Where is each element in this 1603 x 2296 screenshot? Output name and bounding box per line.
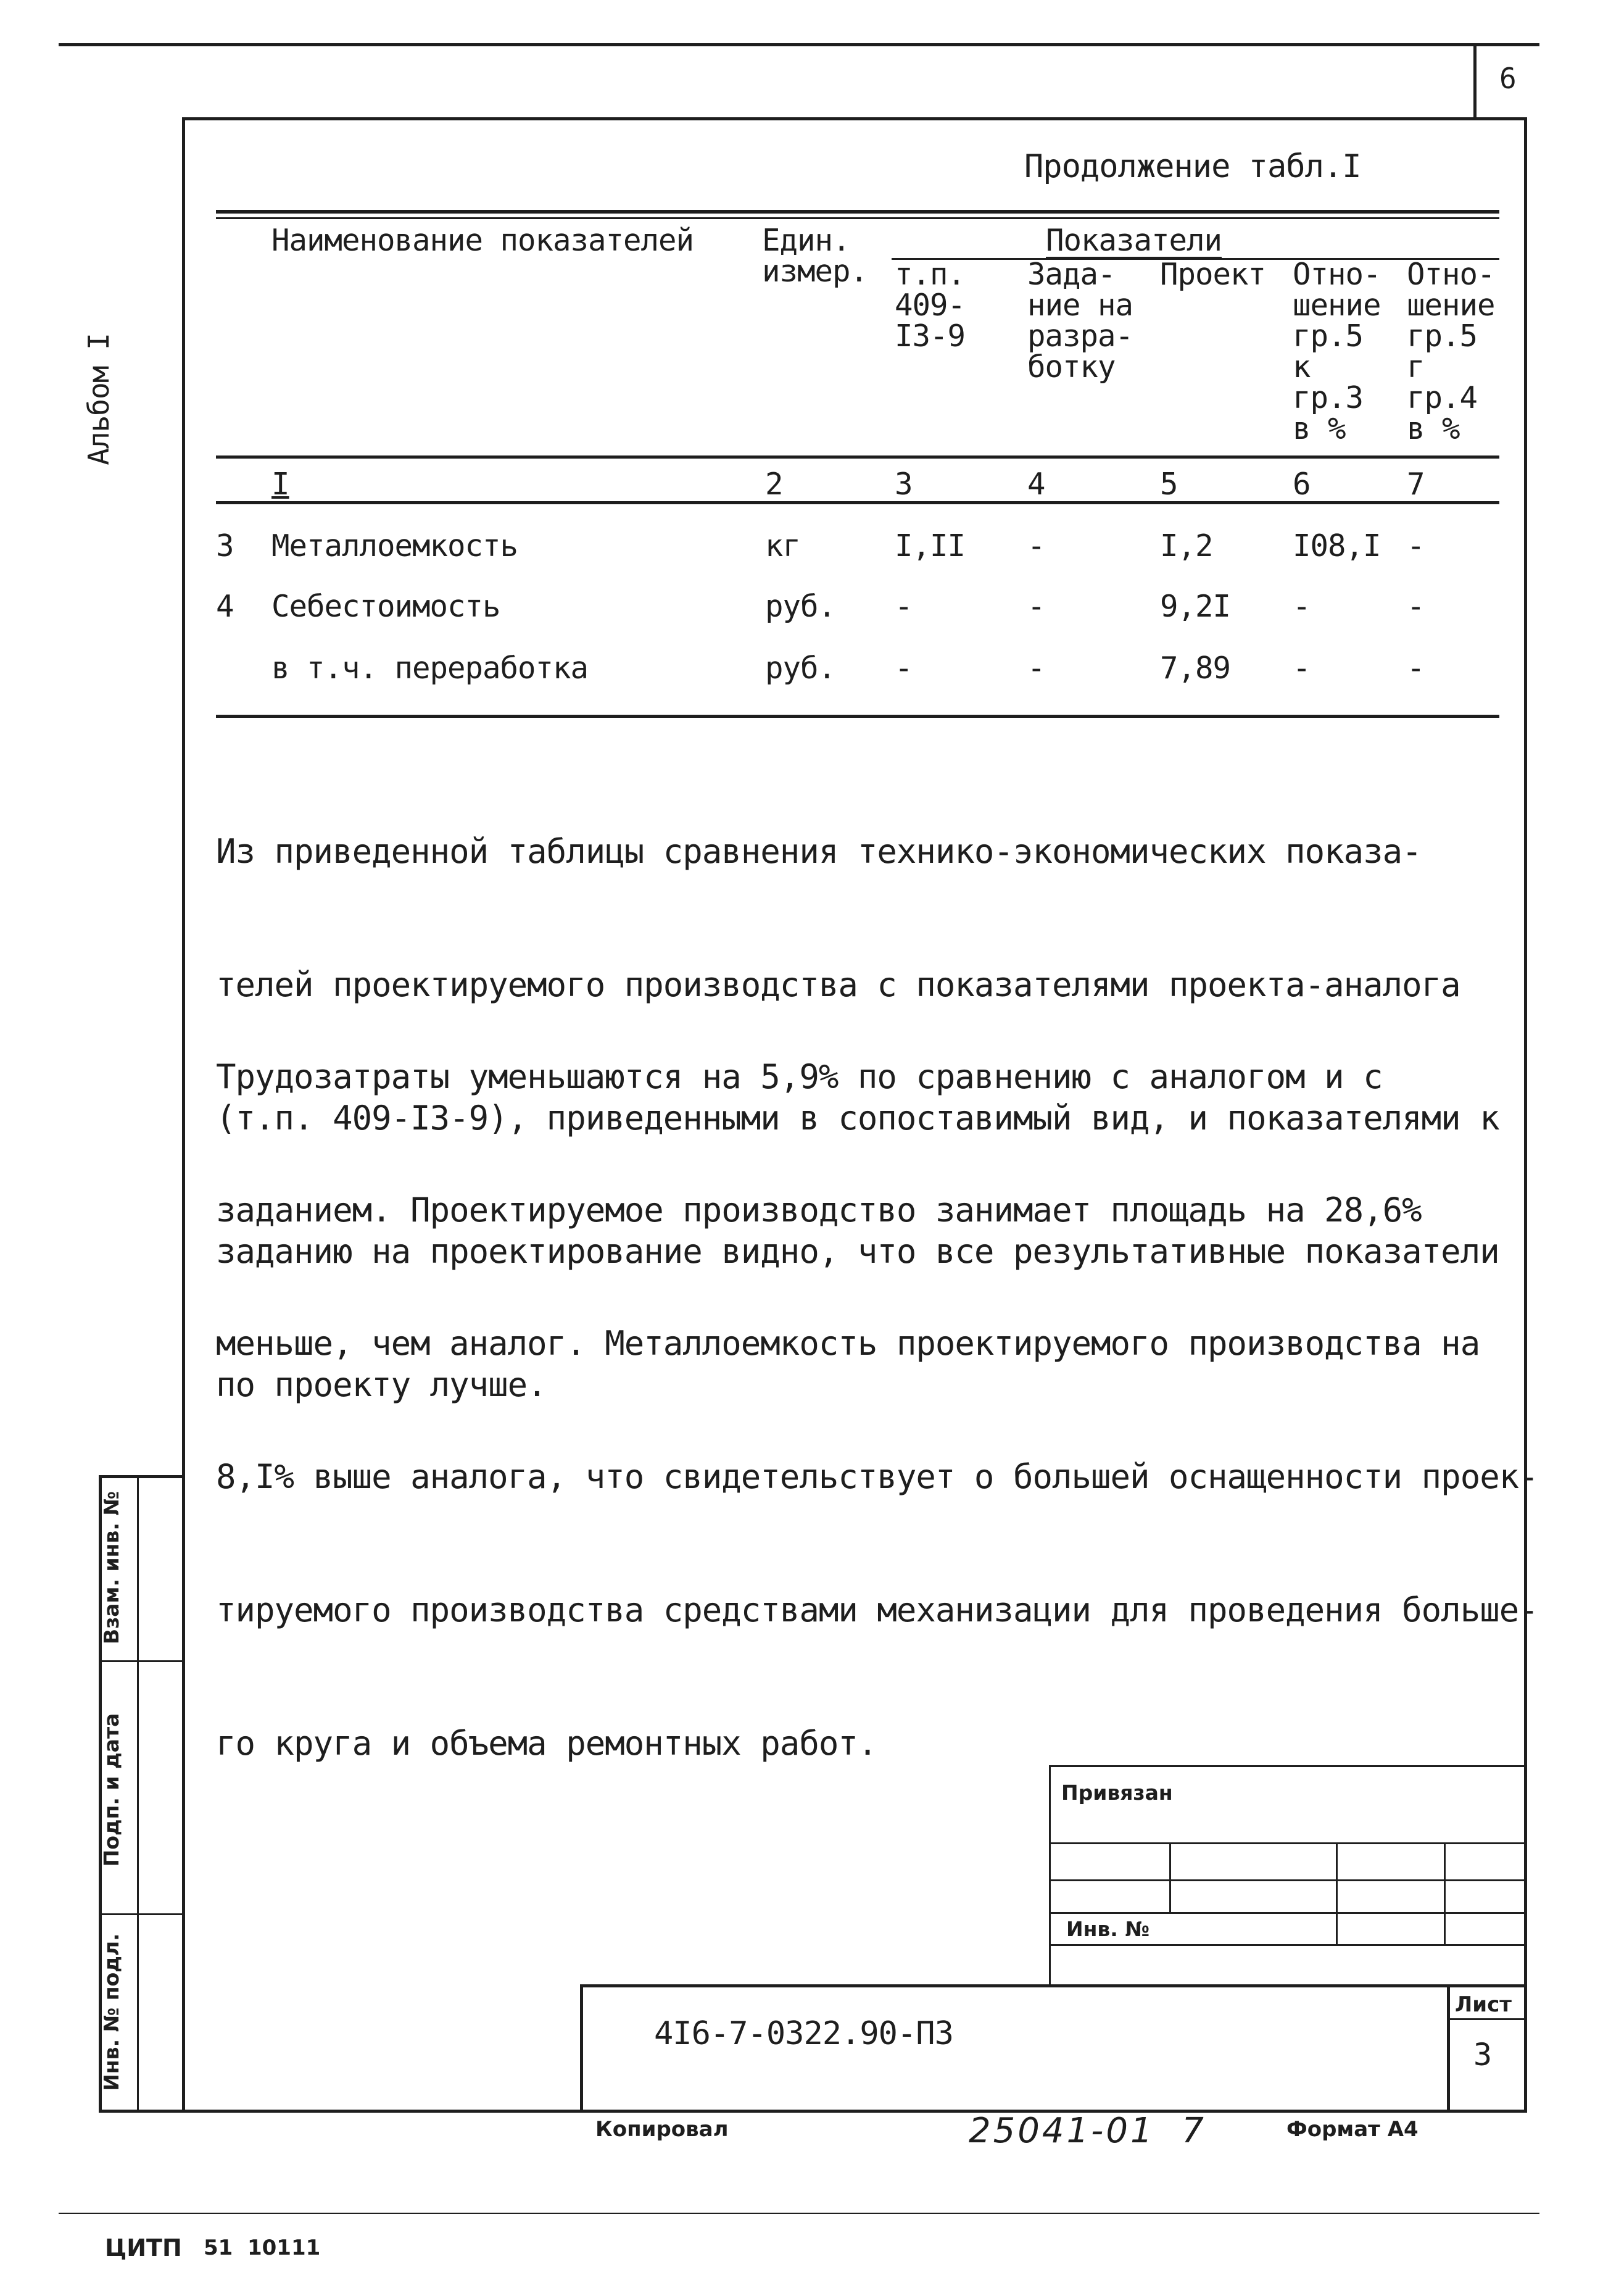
row-name: Металлоемкость [271, 528, 518, 564]
row-col5: 9,2I [1160, 589, 1231, 624]
header-unit-line: Един. [762, 223, 850, 258]
header-col6-line: к [1293, 349, 1311, 385]
colnum-3: 3 [895, 467, 913, 502]
tb-grid-v1 [1169, 1842, 1171, 1912]
header-col5: Проект [1160, 257, 1266, 292]
frame-right [1524, 117, 1527, 2111]
tb-grid-h4 [1049, 1944, 1525, 1946]
row-name: Себестоимость [271, 589, 500, 624]
header-unit-line: измер. [762, 254, 868, 289]
page-number: 6 [1499, 62, 1516, 95]
row-col5: I,2 [1160, 528, 1213, 564]
row-num: 3 [216, 528, 234, 564]
row-col7: - [1407, 651, 1425, 686]
format-label: Формат А4 [1286, 2117, 1419, 2142]
header-col4-line: разра- [1027, 318, 1133, 354]
list-number: 3 [1473, 2037, 1492, 2073]
header-col3-line: I3-9 [895, 318, 966, 354]
header-name: Наименование показателей [271, 223, 694, 258]
header-col6 [1293, 259, 1381, 444]
row-unit: руб. [765, 651, 836, 686]
paragraph-line: 8,I% выше аналога, что свидетельствует о большей оснащенности проек- [216, 1457, 1538, 1496]
tb-grid-h3 [1049, 1912, 1525, 1914]
side-stamp-divider [137, 1475, 139, 2111]
frame-left [182, 117, 185, 2111]
row-col3: I,II [895, 528, 966, 564]
colnum-2: 2 [765, 467, 783, 502]
paragraph-line: Из приведенной таблицы сравнения технико-экономических показа- [216, 832, 1422, 871]
header-col7 [1407, 259, 1495, 444]
citp-label: ЦИТП [105, 2234, 182, 2261]
paragraph-line: го круга и объема ремонтных работ. [216, 1724, 877, 1763]
row-col6: - [1293, 651, 1311, 686]
row-unit: кг [765, 528, 801, 564]
header-col6-line: Отно- [1293, 257, 1381, 292]
header-col7-line: г [1407, 349, 1425, 385]
row-col4: - [1027, 528, 1045, 564]
row-unit: руб. [765, 589, 836, 624]
tb-code-left [580, 1984, 583, 2111]
tb-list-sep [1447, 2018, 1525, 2020]
row-col4: - [1027, 651, 1045, 686]
tb-left [1049, 1765, 1051, 1986]
paragraph-line: по проекту лучше. [216, 1365, 547, 1404]
header-col6-line: гр.3 [1293, 380, 1364, 415]
page-number-box-left [1473, 43, 1477, 117]
paragraph-line: заданию на проектирование видно, что все результативные показатели [216, 1232, 1499, 1271]
bottom-rule [59, 2213, 1539, 2214]
citp-code: 51 10111 [204, 2236, 321, 2260]
table-bottom-rule [216, 715, 1499, 718]
row-col6: I08,I [1293, 528, 1381, 564]
colnum-7: 7 [1407, 467, 1425, 502]
colnum-1: I [271, 467, 289, 502]
list-label: Лист [1455, 1992, 1512, 2017]
paragraph-line: заданием. Проектируемое производство занимает площадь на 28,6% [216, 1191, 1422, 1229]
header-unit [762, 225, 868, 287]
tb-grid-h2 [1049, 1879, 1525, 1881]
numbering-bottom-rule [216, 501, 1499, 504]
header-col7-line: Отно- [1407, 257, 1495, 292]
paragraph-2 [216, 966, 1538, 1810]
document-code: 4I6-7-0322.90-ПЗ [654, 2015, 953, 2052]
header-col7-line: шение [1407, 288, 1495, 323]
row-name: в т.ч. переработка [271, 651, 589, 686]
paragraph-line: телей проектируемого производства с показателями проекта-аналога [216, 965, 1460, 1004]
header-col4-line: ние на [1027, 288, 1133, 323]
colnum-4: 4 [1027, 467, 1045, 502]
tb-grid-h1 [1049, 1842, 1525, 1844]
tb-top [1049, 1765, 1525, 1767]
tb-grid-v3 [1444, 1842, 1446, 1944]
header-col6-line: в % [1293, 411, 1346, 446]
row-col3: - [895, 651, 913, 686]
header-col3 [895, 259, 965, 352]
vzam-inv-label: Взам. инв. № [99, 1491, 123, 1645]
table-top-rule [216, 210, 1499, 214]
header-group: Показатели [1046, 223, 1222, 258]
header-col4 [1027, 259, 1133, 383]
header-col7-line: гр.5 [1407, 318, 1478, 354]
table-continuation-caption: Продолжение табл.I [1024, 148, 1361, 185]
header-col6-line: гр.5 [1293, 318, 1364, 354]
header-col4-line: Зада- [1027, 257, 1116, 292]
header-col7-line: гр.4 [1407, 380, 1478, 415]
header-col3-line: 409- [895, 288, 966, 323]
header-col4-line: ботку [1027, 349, 1116, 385]
header-bottom-rule [216, 455, 1499, 459]
colnum-6: 6 [1293, 467, 1311, 502]
paragraph-line: (т.п. 409-I3-9), приведенными в сопоставимый вид, и показателями к [216, 1099, 1499, 1138]
top-border-line [59, 43, 1539, 46]
row-col7: - [1407, 589, 1425, 624]
row-col7: - [1407, 528, 1425, 564]
album-label: Альбом I [82, 333, 115, 465]
tb-list-left [1447, 1984, 1450, 2111]
inv-podl-label: Инв. № подл. [99, 1933, 123, 2091]
tb-grid-v2 [1336, 1842, 1338, 1944]
header-col3-line: т.п. [895, 257, 966, 292]
kopiroval-label: Копировал [595, 2117, 729, 2142]
paragraph-line: Трудозатраты уменьшаются на 5,9% по сравнению с аналогом и с [216, 1057, 1383, 1096]
table-top-rule-2 [216, 217, 1499, 219]
frame-bottom [99, 2110, 1527, 2113]
paragraph-line: меньше, чем аналог. Металлоемкость проектируемого производства на [216, 1324, 1480, 1363]
handwritten-number: 25041-01 7 [969, 2111, 1206, 2151]
tb-code-top [580, 1984, 1525, 1987]
row-col6: - [1293, 589, 1311, 624]
privyazan-label: Привязан [1061, 1781, 1173, 1805]
paragraph-line: тируемого производства средствами механизации для проведения больше- [216, 1591, 1538, 1629]
side-stamp-sep-2 [99, 1913, 185, 1915]
row-col3: - [895, 589, 913, 624]
row-num: 4 [216, 589, 234, 624]
inv-no-label: Инв. № [1066, 1917, 1150, 1941]
row-col5: 7,89 [1160, 651, 1231, 686]
header-col7-line: в % [1407, 411, 1460, 446]
frame-top [182, 117, 1527, 120]
colnum-5: 5 [1160, 467, 1178, 502]
row-col4: - [1027, 589, 1045, 624]
podp-data-label: Подп. и дата [99, 1713, 123, 1867]
header-col6-line: шение [1293, 288, 1381, 323]
side-stamp-sep-1 [99, 1660, 185, 1662]
